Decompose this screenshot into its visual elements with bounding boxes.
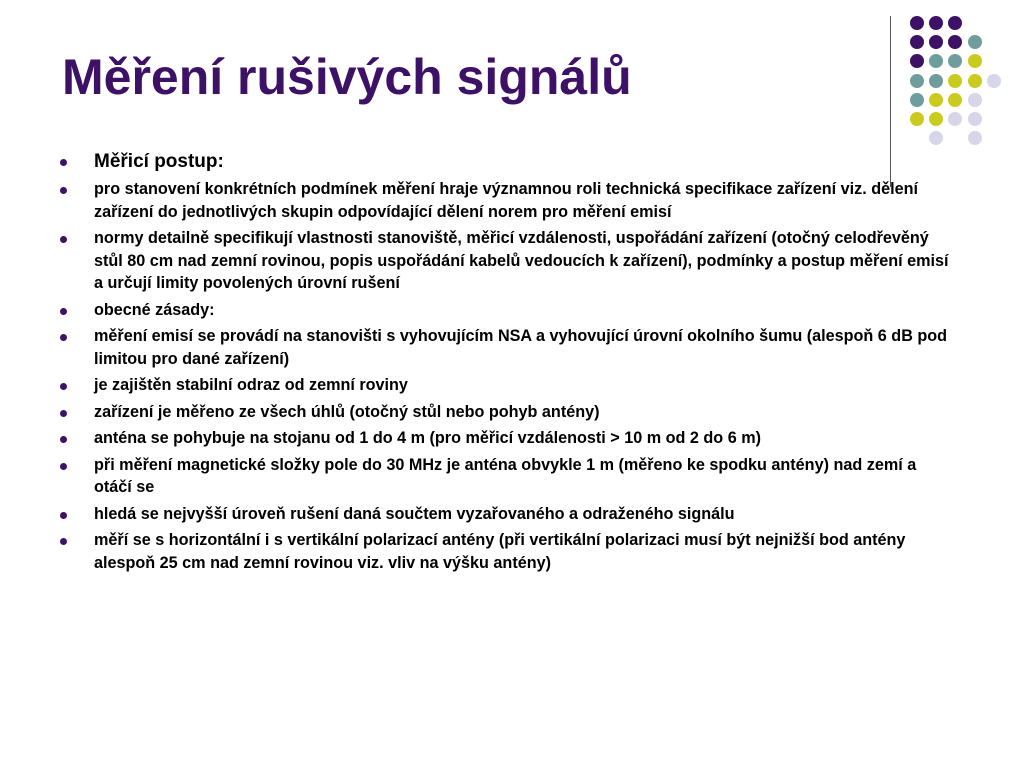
bullet-icon [60,159,67,166]
bullet-icon [60,436,67,443]
bullet-text: anténa se pohybuje na stojanu od 1 do 4 m (pro měřicí vzdálenosti > 10 m od 2 do 6 m) [94,429,761,447]
bullet-item [60,374,950,397]
bullet-text: měří se s horizontální i s vertikální polarizací antény (při vertikální polarizaci musí být nejnižší bod antény alespoň 25 cm nad zemní rovinou viz. vliv na výšku antény) [94,531,906,572]
bullet-text: zařízení je měřeno ze všech úhlů (otočný stůl nebo pohyb antény) [94,402,600,421]
bullet-icon [60,410,67,417]
bullet-icon [60,236,67,243]
decorative-dot [910,74,924,88]
bullet-icon [60,383,67,390]
bullet-item [60,529,950,574]
bullet-item [60,150,950,174]
bullet-text: Měřicí postup: [94,151,224,172]
decorative-dot [948,35,962,49]
decorative-dot [948,112,962,126]
decorative-dot [910,16,924,30]
bullet-icon [60,512,67,519]
bullet-item [60,325,950,370]
bullet-icon [60,463,67,470]
bullet-text: je zajištěn stabilní odraz od zemní roviny [94,376,408,394]
decorative-dot [948,93,962,107]
bullet-item [60,427,950,450]
decorative-dot [968,35,982,49]
decorative-dot [968,112,982,126]
decorative-dot [987,74,1001,88]
bullet-text: normy detailně specifikují vlastnosti stanoviště, měřicí vzdálenosti, uspořádání zařízení (otočný celodřevěný stůl 80 cm nad zemní rovinou, popis uspořádání kabelů vedoucích k zařízení), podmínky a postup měření emisí a určují limity povolených úrovní rušení [94,229,949,292]
decorative-dot [948,74,962,88]
bullet-icon [60,187,67,194]
bullet-item [60,503,950,526]
decorative-dot [910,93,924,107]
decorative-dot [929,35,943,49]
bullet-list [60,150,950,578]
decorative-dot [929,74,943,88]
bullet-text: hledá se nejvyšší úroveň rušení daná součtem vyzařovaného a odraženého signálu [94,504,735,523]
bullet-text: obecné zásady: [94,300,215,319]
bullet-text: pro stanovení konkrétních podmínek měření hraje významnou roli technická specifikace zařízení viz. dělení zařízení do jednotlivých skupin odpovídající dělení norem pro měření emisí [94,180,919,221]
decorative-dot [910,112,924,126]
decorative-dot [929,54,943,68]
decorative-dot [968,54,982,68]
bullet-icon [60,334,67,341]
decorative-dot [968,93,982,107]
decorative-dot [968,74,982,88]
bullet-item [60,227,950,295]
decorative-dot [910,35,924,49]
decorative-dot [948,54,962,68]
decorative-dot [929,16,943,30]
decorative-dot [929,112,943,126]
decorative-dot [929,93,943,107]
decorative-dot [968,131,982,145]
decorative-dot [910,54,924,68]
decorative-dot [948,16,962,30]
bullet-text: při měření magnetické složky pole do 30 MHz je anténa obvykle 1 m (měřeno ke spodku antény) nad zemí a otáčí se [94,455,917,496]
bullet-item [60,454,950,499]
slide-title: Měření rušivých signálů [62,49,632,105]
bullet-icon [60,308,67,315]
bullet-icon [60,538,67,545]
bullet-item [60,178,950,223]
bullet-item [60,401,950,424]
bullet-text: měření emisí se provádí na stanovišti s vyhovujícím NSA a vyhovující úrovní okolního šumu (alespoň 6 dB pod limitou pro dané zařízení) [94,327,948,368]
decorative-dot [929,131,943,145]
bullet-item [60,299,950,322]
